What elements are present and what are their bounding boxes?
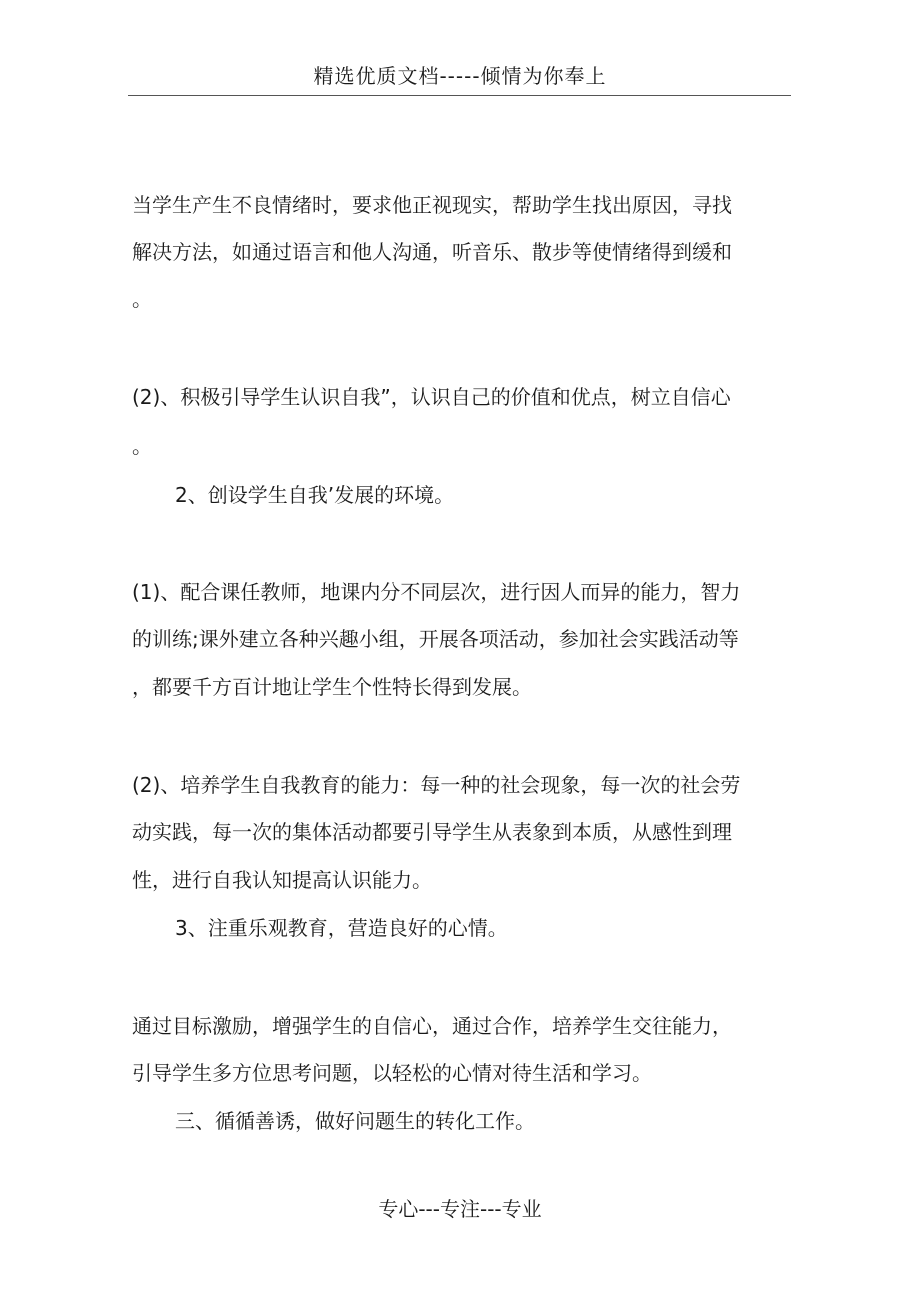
paragraph-line: 。 xyxy=(132,287,152,311)
paragraph-line: 当学生产生不良情绪时，要求他正视现实，帮助学生找出原因，寻找 xyxy=(132,193,732,217)
paragraph-line: (1)、配合课任教师，地课内分不同层次，进行因人而异的能力，智力 xyxy=(132,580,741,604)
paragraph-line: 解决方法，如通过语言和他人沟通，听音乐、散步等使情绪得到缓和 xyxy=(132,240,732,264)
paragraph-line: 引导学生多方位思考问题，以轻松的心情对待生活和学习。 xyxy=(132,1061,652,1085)
paragraph-line: (2)、积极引导学生认识自我”，认识自己的价值和优点，树立自信心 xyxy=(132,385,731,409)
paragraph-line: 动实践，每一次的集体活动都要引导学生从表象到本质，从感性到理 xyxy=(132,820,732,844)
paragraph-line: 通过目标激励，增强学生的自信心，通过合作，培养学生交往能力， xyxy=(132,1014,732,1038)
header-divider xyxy=(128,95,791,96)
page-footer: 专心---专注---专业 xyxy=(378,1197,542,1221)
paragraph-line: 的训练;课外建立各种兴趣小组，开展各项活动，参加社会实践活动等 xyxy=(132,627,739,651)
paragraph-line: (2)、培养学生自我教育的能力：每一种的社会现象，每一次的社会劳 xyxy=(132,773,741,797)
paragraph-line: 性，进行自我认知提高认识能力。 xyxy=(132,868,432,892)
paragraph-line: ，都要千方百计地让学生个性特长得到发展。 xyxy=(132,675,532,699)
section-heading: 2、创设学生自我’发展的环境。 xyxy=(175,483,455,507)
section-heading: 三、循循善诱，做好问题生的转化工作。 xyxy=(175,1109,535,1133)
paragraph-line: 。 xyxy=(132,434,152,458)
page-header: 精选优质文档-----倾情为你奉上 xyxy=(313,64,607,88)
section-heading: 3、注重乐观教育，营造良好的心情。 xyxy=(175,916,508,940)
